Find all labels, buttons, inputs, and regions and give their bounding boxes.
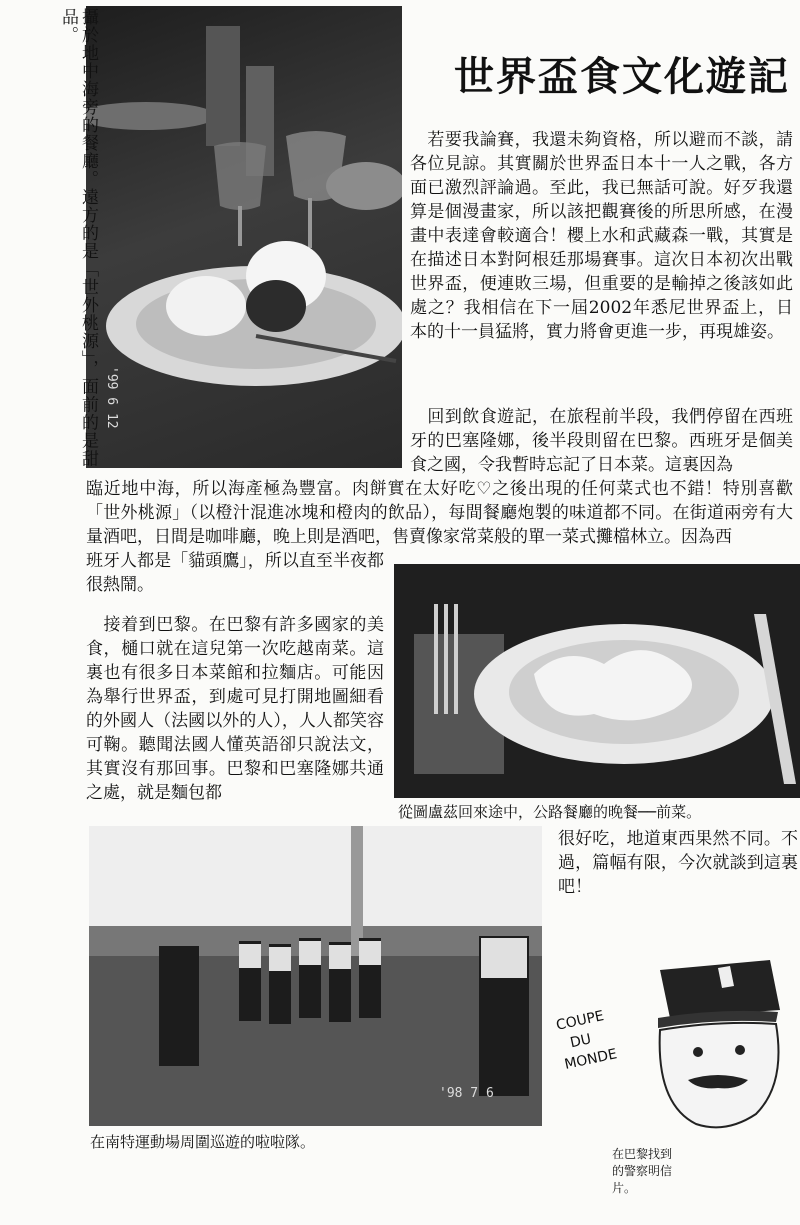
photo-pasta-illustration <box>394 564 800 798</box>
paragraph-food-travel-full: 臨近地中海，所以海產極為豐富。肉餅實在太好吃♡之後出現的任何菜式也不錯！特別喜歡「世外桃源」（以橙汁混進冰塊和橙肉的飲品），每間餐廳炮製的味道都不同。在街道兩旁有大量酒吧，日間是咖啡廳，晚上則是酒吧，售賣像家常菜般的單一菜式攤檔林立。因為西 <box>86 479 793 547</box>
photo-restaurant-dessert <box>86 6 402 468</box>
paragraph-food-travel-end: 班牙人都是「貓頭鷹」，所以直至半夜都很熱鬧。 <box>86 551 384 595</box>
paragraph-food-travel-start: 回到飲食遊記，在旅程前半段，我們停留在西班牙的巴塞隆娜，後半段則留在巴黎。西班牙是個美食之國，令我暫時忘記了日本菜。這裏因為 <box>410 407 793 475</box>
photo-restaurant-illustration <box>86 6 402 468</box>
postcard-lettering: COUPE DU MONDE <box>554 1008 619 1073</box>
paragraph-intro: 若要我論賽，我還未夠資格，所以避而不談，請各位見諒。其實關於世界盃日本十一人之戰，各方面已激烈評論過。至此，我已無話可說。好歹我還算是個漫畫家，所以該把觀賽後的所思所感，在漫畫中表達會較適合！櫻上水和武藏森一戰，其實是在描述日本對阿根廷那場賽事。這次日本初次出戰世界盃，便連敗三場，但重要的是輸掉之後該如此處之？我相信在下一屆2002年悉尼世界盃上，日本的十一員猛將，實力將會更進一步，再現雄姿。 <box>410 130 793 342</box>
photo-date-stamp-2: '98 7 6 <box>439 1086 494 1101</box>
article-title: 世界盃食文化遊記 <box>454 54 790 100</box>
paragraph-paris: 接着到巴黎。在巴黎有許多國家的美食，樋口就在這兒第一次吃越南菜。這裏也有很多日本菜館和拉麵店。可能因為舉行世界盃，到處可見打開地圖細看的外國人（法國以外的人），人人都笑容可鞠。聽聞法國人懂英語卻只說法文，其實沒有那回事。巴黎和巴塞隆娜共通之處，就是麵包都 <box>86 615 384 803</box>
caption-parade-photo: 在南特運動場周圍巡遊的啦啦隊。 <box>90 1133 316 1151</box>
caption-postcard: 在巴黎找到的警察明信片。 <box>612 1147 673 1195</box>
police-postcard-illustration <box>548 940 800 1130</box>
photo-pasta-dinner <box>394 564 800 798</box>
caption-pasta-photo: 從圖盧茲回來途中，公路餐廳的晚餐──前菜。 <box>398 803 702 821</box>
paragraph-closing: 很好吃，地道東西果然不同。不過，篇幅有限，今次就談到這裏吧！ <box>558 829 798 897</box>
photo-date-stamp: '99 6 12 <box>104 366 119 429</box>
vertical-photo-caption: 攝於地中海旁的餐廳。遠方的是「世外桃源」，面前的是甜品。 <box>58 8 98 468</box>
photo-parade <box>89 826 542 1126</box>
photo-parade-illustration <box>89 826 542 1126</box>
